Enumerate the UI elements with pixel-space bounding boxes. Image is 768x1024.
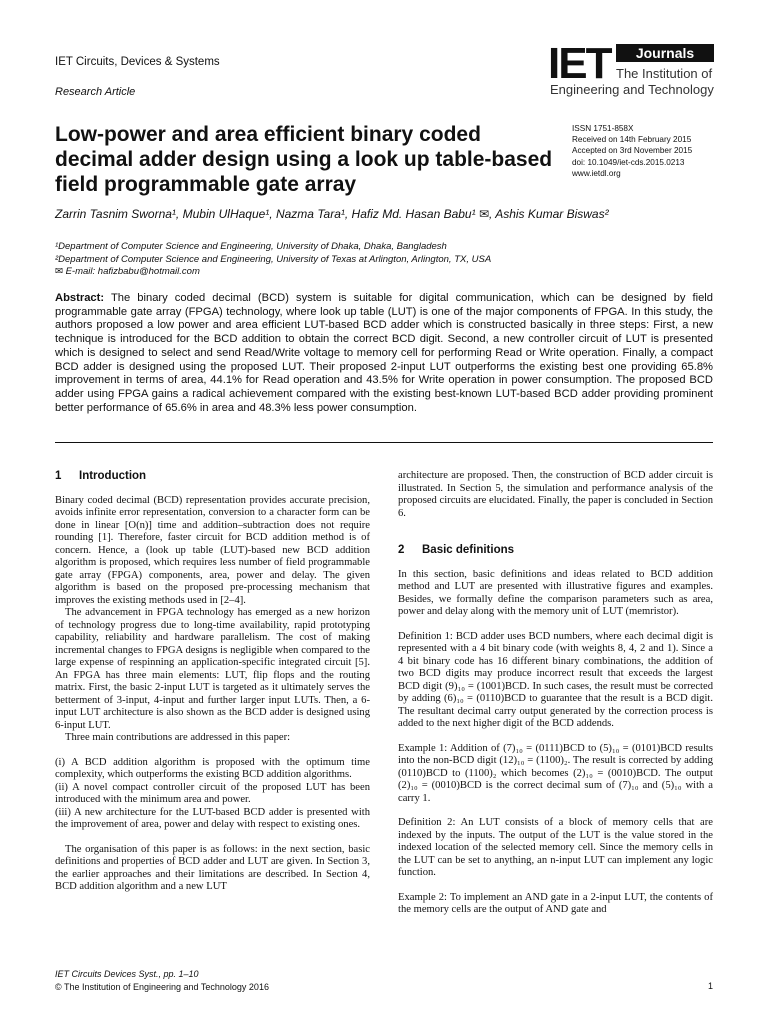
example-1: Example 1: Addition of (7)₁₀ = (0111)BCD to (5)₁₀ = (0101)BCD results into the non-BCD digit (12)₁₀ = (1100)₂. The result is corrected by adding (0110)BCD to (1100)₂ which becomes (2)₁₀ = (0010)BCD. The output (2)₁₀ = (0010)BCD is the correct decimal sum of (7)₁₀ and (5)₁₀ with a carry 1. xyxy=(398,742,713,804)
intro-paragraph-2: The advancement in FPGA technology has emerged as a new horizon of technology progress due to long-time availability, rapid prototyping capability, reliability and hardware parallelism. The cost of making incremental changes to FPGA designs is negligible when compared to the large expense of respinning an application-specific integrated circuit [5]. An FPGA has three main elements: LUT, flip flops and the routing matrix. First, the basic 2-input LUT is targeted as it ultimately serves the betterment of 3-input, 4-input and further larger input LUTs. Then, a 6-input LUT architecture is also shown as the BCD adder is designed using 6-input LUT. xyxy=(55,607,370,731)
section-2-heading: 2 Basic definitions xyxy=(398,544,515,556)
abstract xyxy=(55,292,713,415)
logo-line2: Engineering and Technology xyxy=(550,82,714,97)
iet-journals-logo xyxy=(548,39,718,100)
journal-url[interactable]: www.ietdl.org xyxy=(572,168,621,178)
contribution-3: (iii) A new architecture for the LUT-based BCD adder is presented with the improvement of area, power and delay with respect to existing ones. xyxy=(55,806,370,830)
abstract-text: The binary coded decimal (BCD) system is suitable for digital communication, which can be designed by field programmable gate array (FPGA) technology, where look up table (LUT) is one of the major components of FPGA. In this study, the authors proposed a low power and area efficient LUT-based BCD adder which is constructed basically in three steps: First, a new technique is introduced for the BCD addition to obtain the correct BCD digit. Second, a new controller circuit of LUT is presented which is designed to select and send Read/Write voltage to memory cell for performing Read or Write operation. Finally, a compact BCD adder is designed using the proposed LUT. Their proposed 2-input LUT outperforms the existing best one providing 65.8% improvement in terms of area, 44.1% for Read operation and 43.5% for Write operation in power consumption. The proposed BCD adder using FPGA gains a radical achievement compared with the existing best-known LUT-based BCD adder providing prominent better performance of 65.6% in area and 48.3% less power consumption. xyxy=(55,292,713,414)
accepted-date: Accepted on 3rd November 2015 xyxy=(572,146,693,156)
affiliation-2: ²Department of Computer Science and Engineering, University of Texas at Arlington, Arlington, TX, USA xyxy=(55,253,492,265)
issn: ISSN 1751-858X xyxy=(572,124,634,133)
abstract-divider xyxy=(55,442,713,443)
footer-citation: IET Circuits Devices Syst., pp. 1–10 xyxy=(55,969,199,979)
contribution-1: (i) A BCD addition algorithm is proposed with the optimum time complexity, which outperforms the existing BCD addition algorithms. xyxy=(55,756,370,780)
logo-line1: The Institution of xyxy=(616,66,713,81)
article-meta xyxy=(572,123,692,179)
contribution-2: (ii) A novel compact controller circuit of the proposed LUT has been introduced with the minimum area and power. xyxy=(55,781,370,805)
abstract-label: Abstract: xyxy=(55,292,105,304)
footer-copyright: © The Institution of Engineering and Technology 2016 xyxy=(55,982,269,992)
section-1-heading: 1 Introduction xyxy=(55,470,147,482)
paper-title: Low-power and area efficient binary coded decimal adder design using a look up table-based field programmable gate array xyxy=(55,123,553,196)
author-list: Zarrin Tasnim Sworna¹, Mubin UlHaque¹, Nazma Tara¹, Hafiz Md. Hasan Babu¹ ✉, Ashis Kumar Biswas² xyxy=(55,207,609,221)
definition-2: Definition 2: An LUT consists of a block of memory cells that are indexed by the inputs. The output of the LUT is the value stored in the indexed location of the selected memory cell. Since the memory cells in the LUT can be set to anything, an n-input LUT can implement any logic function. xyxy=(398,817,713,878)
article-type: Research Article xyxy=(55,86,136,98)
right-column xyxy=(398,470,713,917)
logo-journals: Journals xyxy=(616,44,714,62)
intro-paragraph-4: The organisation of this paper is as follows: in the next section, basic definitions and properties of BCD adder and LUT are given. In Section 3, the earlier approaches and their limitations are described. In Section 4, BCD addition algorithm and a new LUT xyxy=(55,843,370,892)
journal-name: IET Circuits, Devices & Systems xyxy=(55,56,220,68)
intro-paragraph-1: Binary coded decimal (BCD) representation provides accurate precision, avoids infinite error representation, conversion to a character form can be done in linear [O(n)] time and addition–subtraction does not require rounding [1]. Therefore, faster circuit for BCD addition method is of concern. Hence, a (look up table (LUT)-based new BCD addition algorithm is proposed, which requires less number of field programmable gate array (FPGA) components, area, power and delay. The given algorithm is based on the proposed pre-processing mechanism that improves the existing methods used in [2–4]. xyxy=(55,494,370,606)
basic-definitions-intro: In this section, basic definitions and ideas related to BCD addition method and LUT are presented with illustrative figures and examples. Besides, we formally define the comparison parameters such as area, power and delay along with the memory unit of LUT (memristor). xyxy=(398,568,713,617)
example-2: Example 2: To implement an AND gate in a 2-input LUT, the contents of the memory cells are the output of AND gate and xyxy=(398,891,713,915)
organisation-continued: architecture are proposed. Then, the construction of BCD adder circuit is illustrated. In Section 5, the simulation and performance analysis of the proposed circuits are elucidated. Finally, the paper is concluded in Section 6. xyxy=(398,470,713,519)
intro-paragraph-3: Three main contributions are addressed in this paper: xyxy=(65,732,291,743)
definition-1: Definition 1: BCD adder uses BCD numbers, where each decimal digit is represented with a 4 bit binary code (with weights 8, 4, 2 and 1). Since a 4 bit binary code has 16 different binary combinations, the addition of two BCD digits may produce incorrect result that exceeds the largest BCD digit (9)₁₀ = (1001)BCD. In such cases, the result must be corrected by adding (6)₁₀ = (0110)BCD to guarantee that the result is a BCD digit. The resultant decimal carry output generated by the correction process is added to the next higher digit of the BCD addends. xyxy=(398,630,713,729)
received-date: Received on 14th February 2015 xyxy=(572,135,692,145)
corresponding-email[interactable]: ✉ E-mail: hafizbabu@hotmail.com xyxy=(55,266,200,277)
affiliations xyxy=(55,241,695,279)
left-column xyxy=(55,470,370,894)
page-footer xyxy=(55,968,713,994)
logo-iet: IET xyxy=(548,39,611,88)
doi[interactable]: doi: 10.1049/iet-cds.2015.0213 xyxy=(572,157,685,167)
affiliation-1: ¹Department of Computer Science and Engineering, University of Dhaka, Dhaka, Bangladesh xyxy=(55,241,447,252)
page-number: 1 xyxy=(707,981,713,991)
